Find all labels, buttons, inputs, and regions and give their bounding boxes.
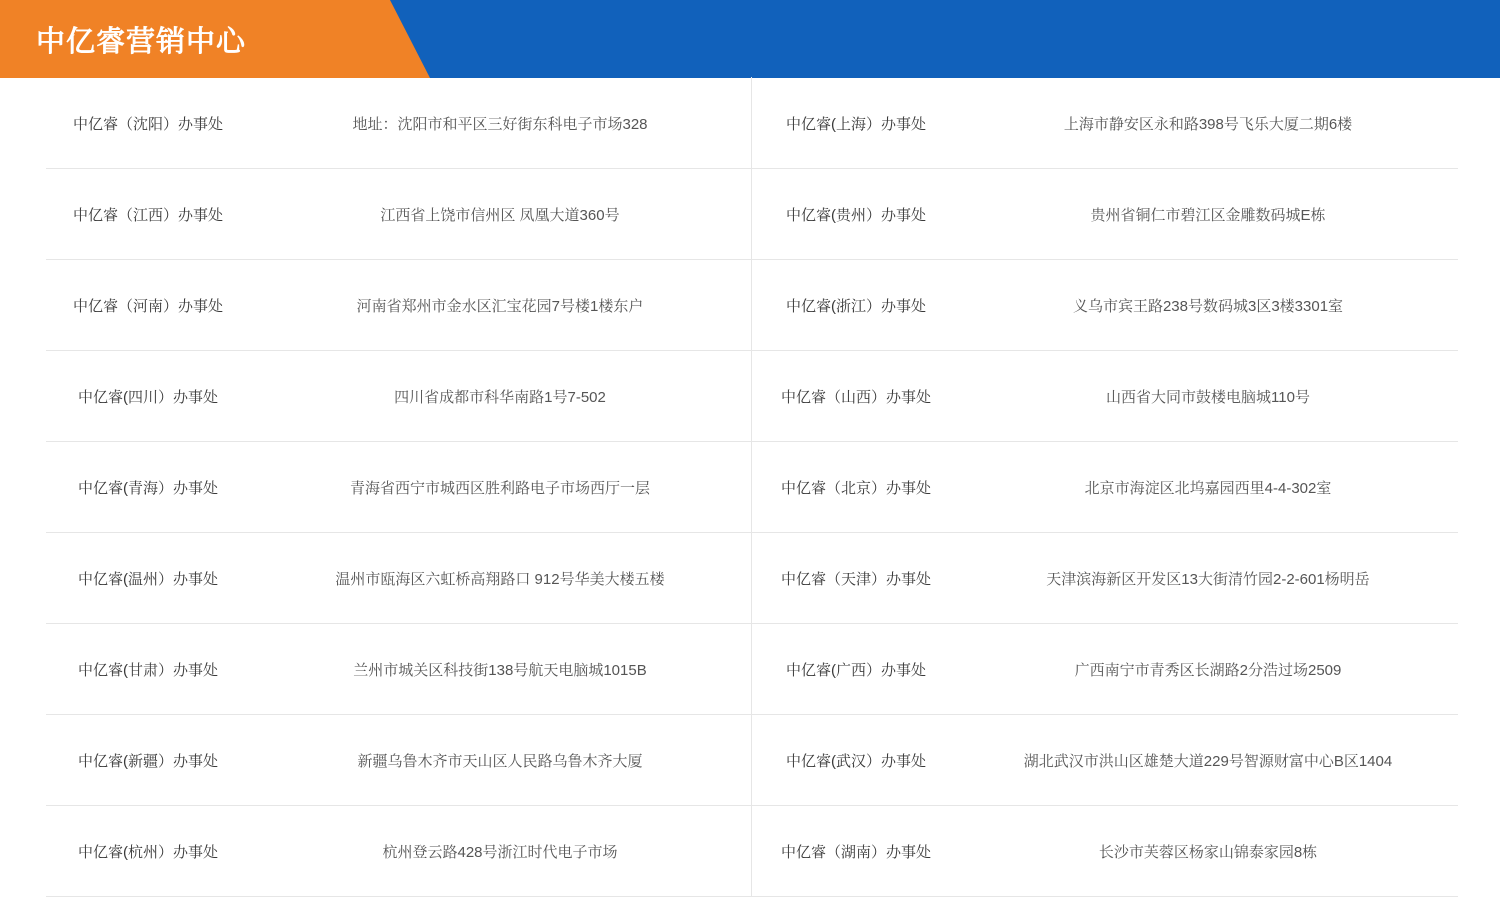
- column-divider: [750, 78, 754, 169]
- column-divider: [750, 442, 754, 533]
- office-name: 中亿睿（江西）办事处: [46, 169, 250, 260]
- table-row: [46, 260, 1458, 351]
- office-name: 中亿睿(广西）办事处: [754, 624, 958, 715]
- table-row: [46, 715, 1458, 806]
- column-divider: [750, 533, 754, 624]
- office-name: 中亿睿(贵州）办事处: [754, 169, 958, 260]
- table-row: [46, 442, 1458, 533]
- office-address: 青海省西宁市城西区胜利路电子市场西厅一层: [250, 442, 750, 533]
- column-divider: [750, 169, 754, 260]
- office-name: 中亿睿(甘肃）办事处: [46, 624, 250, 715]
- office-name: 中亿睿(上海）办事处: [754, 78, 958, 169]
- column-divider: [750, 624, 754, 715]
- office-address: 地址：沈阳市和平区三好街东科电子市场328: [250, 78, 750, 169]
- office-address: 长沙市芙蓉区杨家山锦泰家园8栋: [958, 806, 1458, 897]
- office-address: 杭州登云路428号浙江时代电子市场: [250, 806, 750, 897]
- column-divider: [750, 806, 754, 897]
- page-title: 中亿睿营销中心: [36, 25, 247, 58]
- offices-table-body: [46, 78, 1458, 897]
- office-address: 山西省大同市鼓楼电脑城110号: [958, 351, 1458, 442]
- page-header: [0, 0, 1500, 78]
- table-row: [46, 78, 1458, 169]
- office-name: 中亿睿（沈阳）办事处: [46, 78, 250, 169]
- table-row: [46, 624, 1458, 715]
- table-row: [46, 533, 1458, 624]
- office-address: 贵州省铜仁市碧江区金雕数码城E栋: [958, 169, 1458, 260]
- office-address: 兰州市城关区科技街138号航天电脑城1015B: [250, 624, 750, 715]
- offices-table-container: [0, 78, 1500, 900]
- office-name: 中亿睿(武汉）办事处: [754, 715, 958, 806]
- office-name: 中亿睿(青海）办事处: [46, 442, 250, 533]
- office-address: 四川省成都市科华南路1号7-502: [250, 351, 750, 442]
- office-name: 中亿睿（北京）办事处: [754, 442, 958, 533]
- office-name: 中亿睿(温州）办事处: [46, 533, 250, 624]
- office-address: 新疆乌鲁木齐市天山区人民路乌鲁木齐大厦: [250, 715, 750, 806]
- office-address: 湖北武汉市洪山区雄楚大道229号智源财富中心B区1404: [958, 715, 1458, 806]
- office-address: 江西省上饶市信州区 凤凰大道360号: [250, 169, 750, 260]
- office-name: 中亿睿（湖南）办事处: [754, 806, 958, 897]
- office-name: 中亿睿(杭州）办事处: [46, 806, 250, 897]
- office-name: 中亿睿(四川）办事处: [46, 351, 250, 442]
- column-divider: [750, 351, 754, 442]
- office-address: 广西南宁市青秀区长湖路2分浩过场2509: [958, 624, 1458, 715]
- table-row: [46, 806, 1458, 897]
- column-divider: [750, 260, 754, 351]
- office-address: 天津滨海新区开发区13大街清竹园2-2-601杨明岳: [958, 533, 1458, 624]
- office-name: 中亿睿(新疆）办事处: [46, 715, 250, 806]
- offices-table: [46, 78, 1458, 897]
- column-divider: [750, 715, 754, 806]
- office-address: 河南省郑州市金水区汇宝花园7号楼1楼东户: [250, 260, 750, 351]
- office-name: 中亿睿(浙江）办事处: [754, 260, 958, 351]
- office-name: 中亿睿（山西）办事处: [754, 351, 958, 442]
- office-address: 义乌市宾王路238号数码城3区3楼3301室: [958, 260, 1458, 351]
- office-name: 中亿睿（河南）办事处: [46, 260, 250, 351]
- table-row: [46, 169, 1458, 260]
- table-row: [46, 351, 1458, 442]
- office-address: 上海市静安区永和路398号飞乐大厦二期6楼: [958, 78, 1458, 169]
- office-address: 北京市海淀区北坞嘉园西里4-4-302室: [958, 442, 1458, 533]
- office-name: 中亿睿（天津）办事处: [754, 533, 958, 624]
- office-address: 温州市瓯海区六虹桥高翔路口 912号华美大楼五楼: [250, 533, 750, 624]
